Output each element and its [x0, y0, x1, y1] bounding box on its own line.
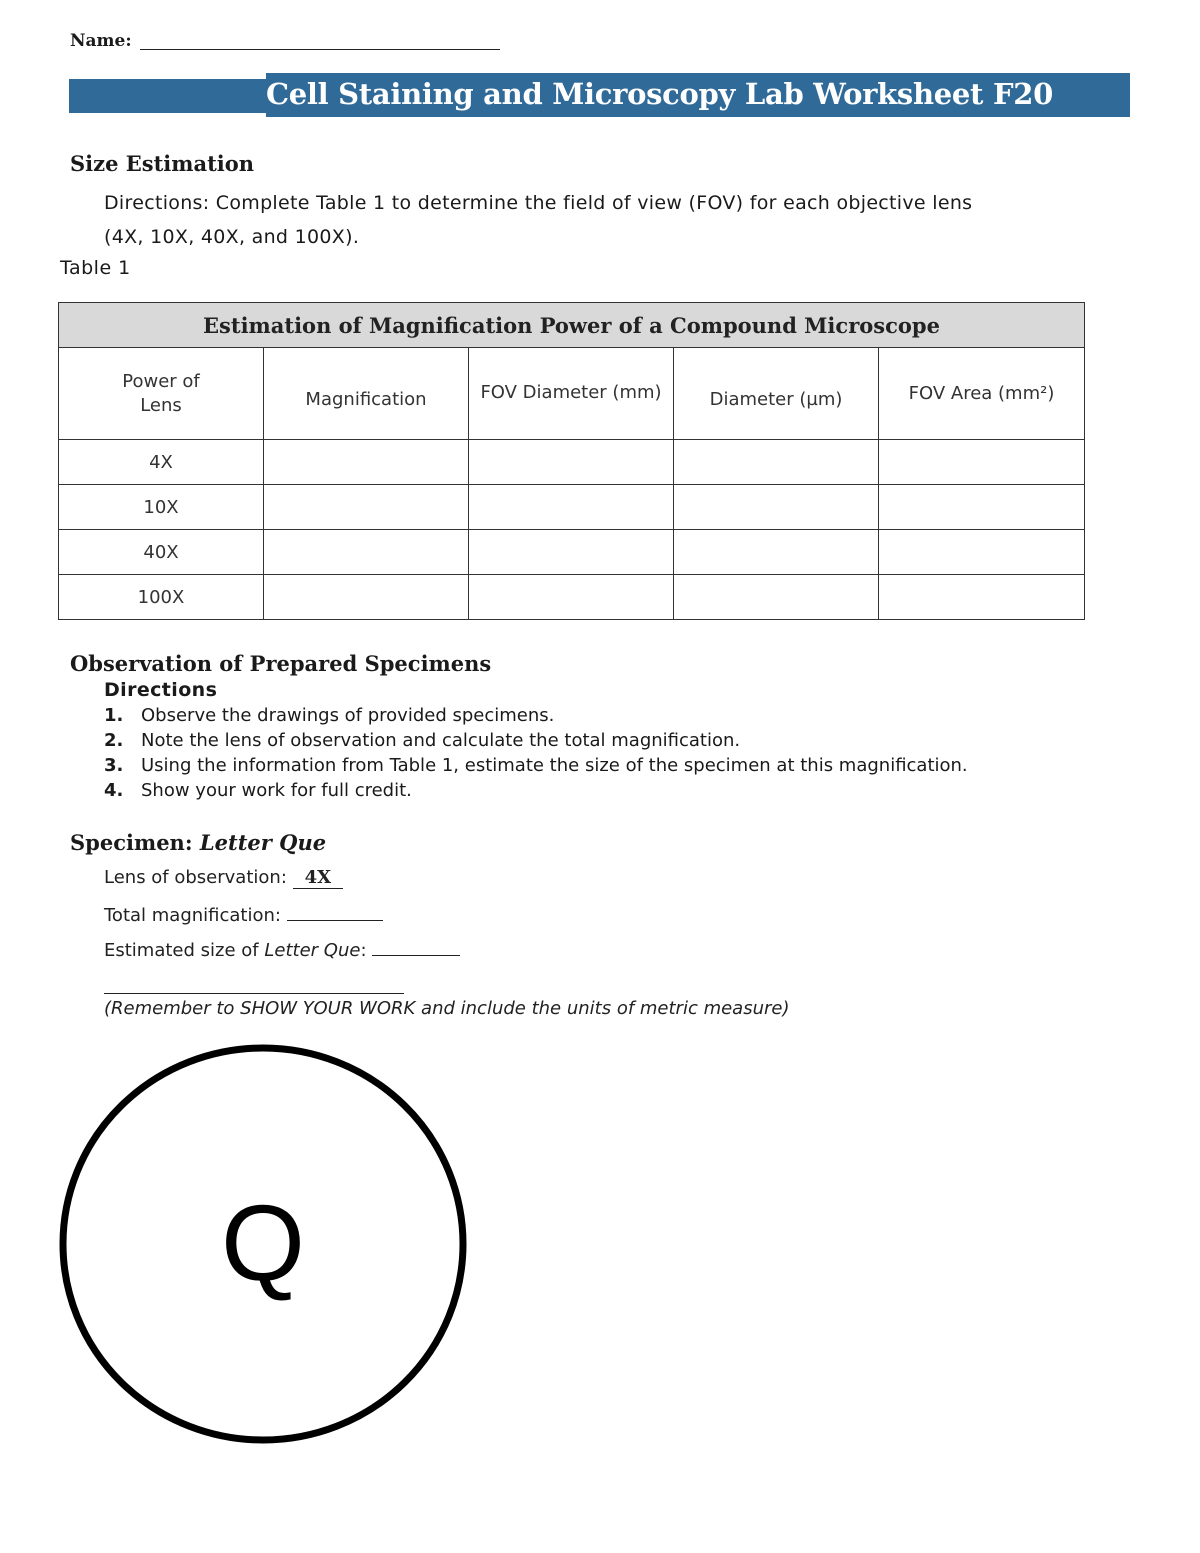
magnification-input-cell[interactable] [264, 485, 469, 530]
table-caption: Estimation of Magnification Power of a Compound Microscope [59, 303, 1085, 348]
list-item [104, 778, 968, 803]
fov-diameter-input-cell[interactable] [469, 575, 674, 620]
fov-table [58, 302, 1085, 620]
table-row [59, 575, 1085, 620]
step-text: Observe the drawings of provided specimens. [141, 705, 555, 726]
observation-steps-list [104, 703, 968, 803]
magnification-input-cell[interactable] [264, 575, 469, 620]
column-header-fov-area: FOV Area (mm²) [879, 348, 1085, 440]
fov-area-input-cell[interactable] [879, 530, 1085, 575]
worksheet-title: Cell Staining and Microscopy Lab Worksheet F20 [266, 77, 1053, 111]
step-number: 3. [104, 755, 124, 776]
table-row [59, 440, 1085, 485]
step-number: 2. [104, 730, 124, 751]
size-estimation-heading: Size Estimation [70, 151, 255, 176]
fov-diameter-input-cell[interactable] [469, 440, 674, 485]
list-item [104, 703, 968, 728]
lens-power-cell: 40X [59, 530, 264, 575]
diameter-um-input-cell[interactable] [674, 485, 879, 530]
table-label: Table 1 [60, 257, 131, 279]
specimen-heading-prefix: Specimen: [70, 830, 200, 855]
lens-label: Lens of observation: [104, 867, 287, 888]
observation-directions-label: Directions [104, 679, 218, 701]
fov-diameter-input-cell[interactable] [469, 485, 674, 530]
total-magnification-blank[interactable] [287, 902, 383, 921]
lens-value: 4X [293, 868, 344, 889]
column-header-power: Power of Lens [59, 348, 264, 440]
name-label: Name: [70, 31, 132, 51]
estimated-size-label-suffix: : [360, 940, 367, 961]
observation-heading: Observation of Prepared Specimens [70, 651, 492, 676]
specimen-name: Letter Que [199, 830, 327, 855]
specimen-letter: Q [220, 1182, 306, 1303]
size-estimation-directions: Directions: Complete Table 1 to determine the field of view (FOV) for each objective lens (4X, 10X, 40X, and 100X). [104, 192, 973, 248]
diameter-um-input-cell[interactable] [674, 440, 879, 485]
estimated-size-label-name: Letter Que [264, 940, 361, 961]
list-item [104, 728, 968, 753]
name-blank-line[interactable] [140, 49, 500, 50]
step-number: 4. [104, 780, 124, 801]
lens-power-cell: 4X [59, 440, 264, 485]
total-magnification-row [104, 902, 383, 926]
step-text: Using the information from Table 1, estimate the size of the specimen at this magnification. [141, 755, 968, 776]
estimated-size-blank[interactable] [372, 937, 460, 956]
fov-area-input-cell[interactable] [879, 440, 1085, 485]
fov-area-input-cell[interactable] [879, 575, 1085, 620]
step-text: Show your work for full credit. [141, 780, 412, 801]
lens-of-observation-row [104, 867, 343, 889]
specimen-heading [70, 830, 326, 855]
work-blank-line[interactable] [104, 993, 404, 994]
list-item [104, 753, 968, 778]
step-number: 1. [104, 705, 124, 726]
column-header-magnification: Magnification [264, 348, 469, 440]
diameter-um-input-cell[interactable] [674, 530, 879, 575]
step-text: Note the lens of observation and calculate the total magnification. [141, 730, 741, 751]
diameter-um-input-cell[interactable] [674, 575, 879, 620]
magnification-input-cell[interactable] [264, 530, 469, 575]
fov-area-input-cell[interactable] [879, 485, 1085, 530]
magnification-input-cell[interactable] [264, 440, 469, 485]
remember-note: (Remember to SHOW YOUR WORK and include the units of metric measure) [104, 998, 790, 1019]
estimated-size-label-prefix: Estimated size of [104, 940, 265, 961]
estimated-size-row [104, 937, 460, 961]
column-header-diameter-um: Diameter (µm) [674, 348, 879, 440]
lens-power-cell: 10X [59, 485, 264, 530]
lens-power-cell: 100X [59, 575, 264, 620]
specimen-drawing [55, 1040, 475, 1450]
total-magnification-label: Total magnification: [104, 905, 281, 926]
table-row [59, 530, 1085, 575]
column-header-fov-diameter: FOV Diameter (mm) [469, 348, 674, 440]
title-bar-accent [69, 79, 266, 113]
table-row [59, 485, 1085, 530]
fov-diameter-input-cell[interactable] [469, 530, 674, 575]
